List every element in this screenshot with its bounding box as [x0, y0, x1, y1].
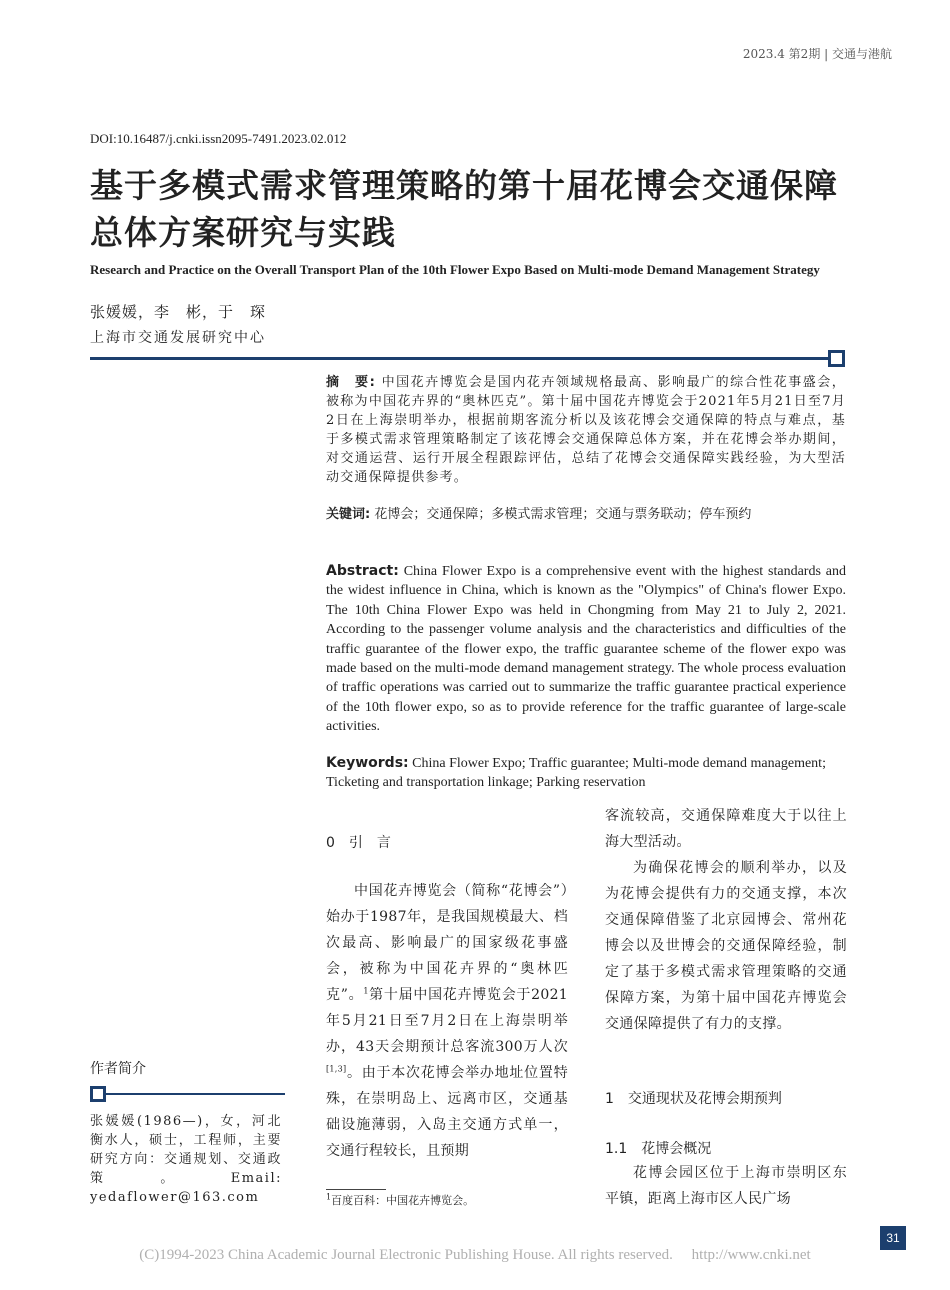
- bio-square-icon: [90, 1086, 106, 1102]
- paragraph-intro: 中国花卉博览会（简称“花博会”）始办于1987年，是我国规模最大、档次最高、影响最广的国家级花事盛会，被称为中国花卉界的“奥林匹克”。$^1$第十届中国花卉博览会于2021年5月21日至7月2日在上海崇明举办，43天会期预计总客流300万人次[1,3]。由于本次花博会举办地址位置特殊，在崇明岛上、远离市区，交通基础设施薄弱，入岛主交通方式单一，交通行程较长，且预期: [326, 883, 568, 1159]
- keywords-en-label: Keywords:: [326, 755, 409, 771]
- abstract-cn-text: 中国花卉博览会是国内花卉领域规格最高、影响最广的综合性花事盛会，被称为中国花卉界的“奥林匹克”。第十届中国花卉博览会于2021年5月21日至7月2日在上海崇明举办，根据前期客流分析以及该花博会交通保障的特点与难点，基于多模式需求管理策略制定了该花博会交通保障总体方案，并在花博会举办期间，对交通运营、运行开展全程跟踪评估，总结了花博会交通保障实践经验，为大型活动交通保障提供参考。: [326, 375, 847, 485]
- keywords-cn-text: 花博会；交通保障；多模式需求管理；交通与票务联动；停车预约: [370, 507, 752, 522]
- keywords-cn-label: 关键词:: [326, 507, 371, 522]
- section-heading-1-1: 1.1 花博会概况: [605, 1141, 712, 1157]
- section-heading-0: 0 引 言: [326, 835, 391, 851]
- abstract-en-text: China Flower Expo is a comprehensive event with the highest standards and the widest influence in China, which is known as the "Olympics" of China's flower Expo. The 10th China Flower Expo was held in Chongming from May 21 to July 2, 2021. According to the passenger volume analysis and the characteristics and difficulties of the traffic guarantee of the flower expo, the traffic guarantee scheme of the flower expo was made based on the multi-mode demand management strategy. The whole process evaluation of traffic operations was carried out to summarize the traffic guarantee practical experience of the 10th flower expo, so as to provide reference for the traffic guarantee of large-scale activities.: [326, 564, 846, 735]
- running-header: 2023.4 第2期 | 交通与港航: [742, 47, 892, 61]
- authors: 张媛媛，李 彬，于 琛: [90, 303, 267, 321]
- paper-title: 基于多模式需求管理策略的第十届花博会交通保障总体方案研究与实践: [90, 166, 838, 252]
- abstract-en-label: Abstract:: [326, 563, 399, 579]
- author-bio-title: 作者简介: [90, 1061, 146, 1077]
- copyright-watermark: (C)1994-2023 China Academic Journal Electronic Publishing House. All rights reserved. http://www.cnki.net: [139, 1247, 811, 1263]
- divider-square-icon: [828, 350, 845, 367]
- doi[interactable]: DOI:10.16487/j.cnki.issn2095-7491.2023.02.012: [90, 131, 347, 146]
- bio-divider: [99, 1093, 285, 1095]
- paragraph-continued: 客流较高，交通保障难度大于以往上海大型活动。: [605, 808, 847, 850]
- keywords-en: [326, 754, 846, 793]
- abstract-cn-label: 摘 要:: [326, 375, 376, 390]
- footnote: $^1$百度百科：中国花卉博览会。: [326, 1192, 475, 1207]
- keywords-cn: [326, 505, 846, 524]
- english-title: Research and Practice on the Overall Transport Plan of the 10th Flower Expo Based on Multi-mode Demand Management Strategy: [90, 262, 820, 277]
- affiliation: 上海市交通发展研究中心: [90, 330, 266, 346]
- page-number: 31: [880, 1226, 906, 1250]
- paragraph-measures: 为确保花博会的顺利举办，以及为花博会提供有力的交通支撑，本次交通保障借鉴了北京园博会、常州花博会以及世博会的交通保障经验，制定了基于多模式需求管理策略的交通保障方案，为第十届中国花卉博览会交通保障提供了有力的支撑。: [605, 860, 847, 1032]
- abstract-cn: [326, 373, 846, 487]
- abstract-en: [326, 562, 846, 737]
- footnote-mark: 1: [363, 986, 369, 996]
- citation[interactable]: [1,3]: [326, 1064, 347, 1074]
- footnote-divider: [326, 1189, 386, 1190]
- author-bio: 张媛媛(1986—)，女，河北衡水人，硕士，工程师，主要研究方向：交通规划、交通政策。Email: yedaflower@163.com: [90, 1114, 282, 1205]
- paragraph-overview: 花博会园区位于上海市崇明区东平镇，距离上海市区人民广场: [605, 1165, 847, 1207]
- keywords-en-text: China Flower Expo; Traffic guarantee; Multi-mode demand management; Ticketing and transportation linkage; Parking reservation: [326, 756, 826, 791]
- header-divider: [90, 357, 834, 360]
- section-heading-1: 1 交通现状及花博会期预判: [605, 1091, 782, 1107]
